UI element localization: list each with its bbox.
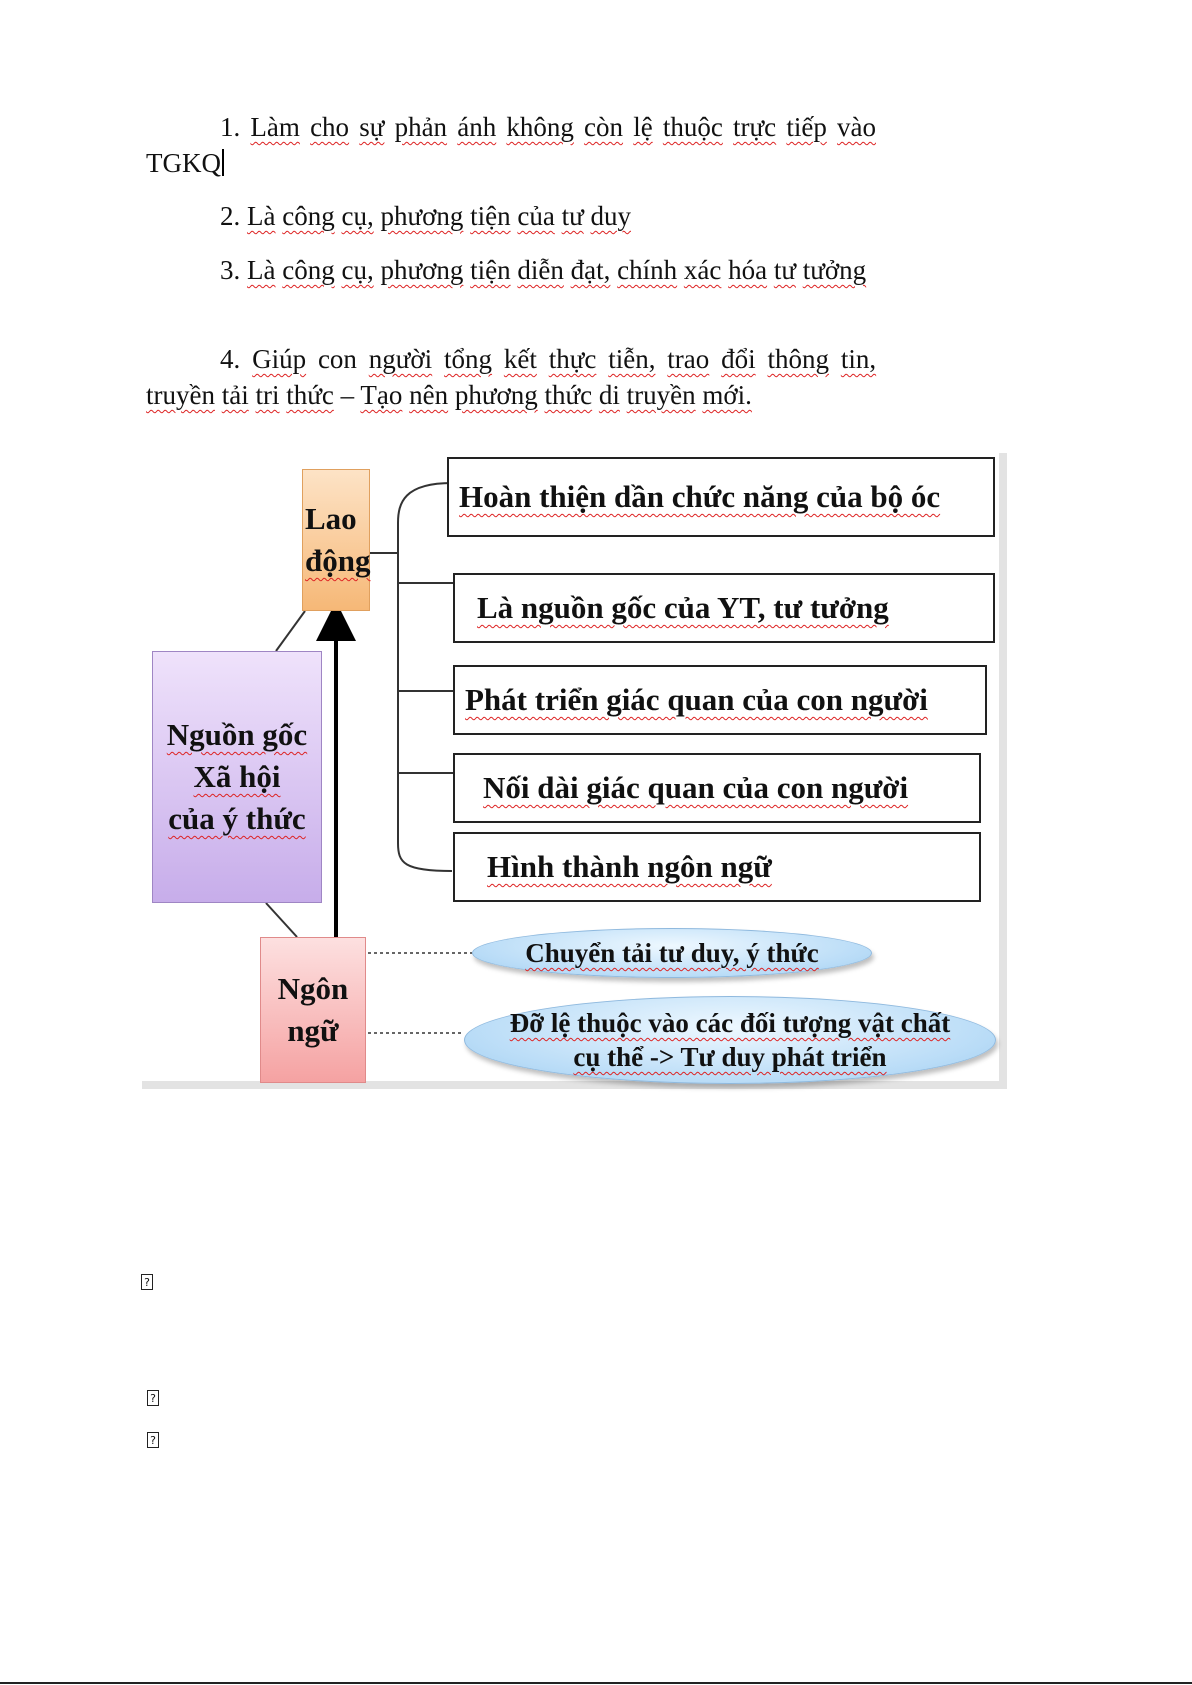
word: Là [247,201,276,231]
word: tin, [840,344,877,374]
origin-label-line-1: Nguồn gốc [166,717,308,752]
word: cụ, [341,255,374,285]
labor-label-line-1: Lao [305,501,357,536]
language-role-text-1: Chuyển tải tư duy, ý thức [525,938,819,968]
word: phương [380,201,464,231]
text-cursor [222,149,224,176]
word: cụ, [341,201,374,231]
item-1-tail: TGKQ [146,148,221,178]
word: công [282,201,335,231]
word: Làm [250,112,300,142]
labor-label-line-2: động [305,543,371,578]
origin-label-line-2: Xã hội [193,759,281,794]
word: tri [255,380,280,410]
word: của [517,201,555,231]
word: người [368,344,433,374]
word: trao [667,344,710,374]
word: tư [561,201,584,231]
language-role-ellipse-2 [464,996,996,1084]
item-1-number: 1. [220,112,241,142]
word: con [317,344,357,374]
language-role-text-2a: Đỡ lệ thuộc vào các đối tượng vật chất [509,1008,951,1038]
item-3-number: 3. [220,255,241,285]
word: phương [380,255,464,285]
role-box-1 [447,457,995,537]
role-box-3 [453,665,987,735]
word: hóa [728,255,768,285]
role-text-1: Hoàn thiện dần chức năng của bộ óc [459,479,941,514]
language-label-line-1: Ngôn [277,971,349,1006]
word: công [282,255,335,285]
language-box [260,937,366,1083]
word: ánh [457,112,497,142]
word: truyền [146,380,215,410]
word: tiện [470,255,511,285]
role-box-4 [453,753,981,823]
word: – [340,380,355,410]
brace [398,483,452,871]
word: kết [503,344,537,374]
word: Là [247,255,276,285]
word: di [598,380,620,410]
item-4-number: 4. [220,344,241,374]
word: không [506,112,574,142]
word: đạt, [570,255,611,285]
word: sự [359,112,385,142]
word: vào [837,112,876,142]
line-origin-to-language [266,903,297,937]
diagram [142,453,1007,1089]
paragraph-2 [146,198,876,234]
role-text-4: Nối dài giác quan của con người [483,770,909,805]
role-text-2: Là nguồn gốc của YT, tư tưởng [477,590,889,625]
paragraph-1 [146,109,876,181]
origin-label-line-3: của ý thức [168,801,306,836]
word: tư [773,255,796,285]
line-origin-to-labor [276,611,305,651]
role-text-5: Hình thành ngôn ngữ [487,849,772,884]
word: truyền [626,380,696,410]
role-text-3: Phát triển giác quan của con người [465,682,928,717]
word: lệ [633,112,653,142]
word: tiếp [786,112,827,142]
word: thuộc [662,112,723,142]
word: thực [548,344,597,374]
word: thức [286,380,334,410]
word: đổi [721,344,756,374]
word: mới. [702,380,752,410]
item-2-number: 2. [220,201,241,231]
word: duy [590,201,631,231]
word: tải [221,380,249,410]
word: chính [617,255,678,285]
word: tưởng [802,255,867,285]
paragraph-4 [146,341,876,413]
word: thông [767,344,829,374]
social-origin-box [152,651,322,903]
word: phương [454,380,538,410]
word: tổng [444,344,493,374]
word: tiện [470,201,511,231]
role-box-5 [453,832,981,902]
language-label-line-2: ngữ [287,1013,339,1048]
role-box-2 [453,573,995,643]
word: xác [683,255,722,285]
word: phản [394,112,448,142]
word: Giúp [252,344,307,374]
missing-glyph-box: ? [141,1274,153,1290]
word: tiễn, [608,344,656,374]
word: diễn [517,255,564,285]
word: Tạo [360,380,403,410]
word: còn [584,112,624,142]
word: trực [733,112,777,142]
labor-box [302,469,370,611]
word: nên [409,380,449,410]
word: cho [310,112,350,142]
page-bottom-rule [0,1682,1192,1684]
language-role-ellipse-1 [472,928,872,978]
missing-glyph-box: ? [147,1390,159,1406]
language-role-text-2b: cụ thể -> Tư duy phát triển [573,1042,887,1072]
paragraph-3 [146,252,876,288]
word: thức [544,380,593,410]
missing-glyph-box: ? [147,1432,159,1448]
